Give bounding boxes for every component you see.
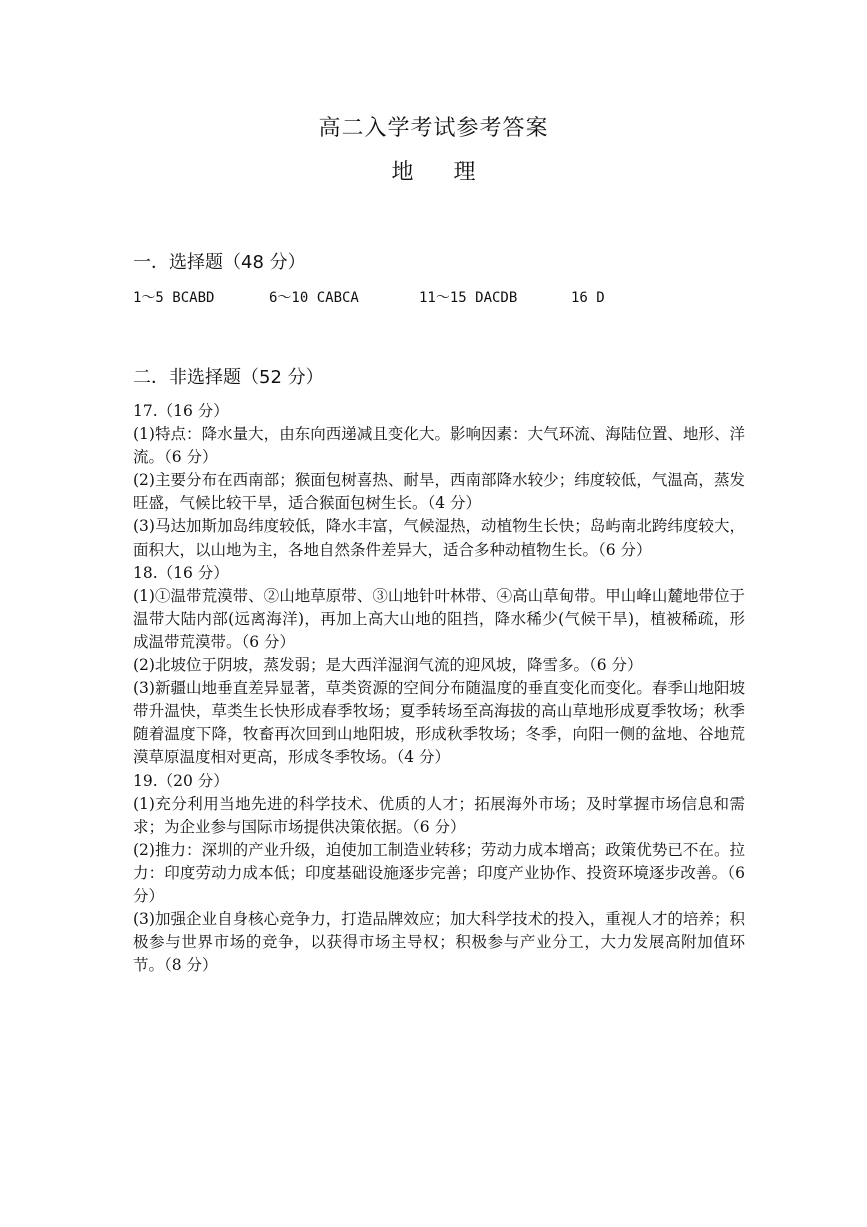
- answer-group: 16 D: [571, 290, 605, 306]
- section-heading-multiple-choice: 一．选择题（48 分）: [133, 252, 306, 273]
- subject-char-right: 理: [453, 160, 476, 185]
- question-18-heading: 18.（16 分）: [133, 563, 229, 582]
- answer-group: 11～15 DACDB: [419, 290, 518, 306]
- multiple-choice-answers: [133, 287, 605, 309]
- question-18-part-2: (2)北坡位于阴坡，蒸发弱；是大西洋湿润气流的迎风坡，降雪多。（6 分）: [133, 656, 643, 675]
- subject-title: [0, 158, 867, 188]
- question-17-part-2: (2)主要分布在西南部；猴面包树喜热、耐旱，西南部降水较少；纬度较低，气温高，蒸发旺盛，气候比较干旱，适合猴面包树生长。（4 分）: [133, 471, 745, 513]
- question-17-part-3: (3)马达加斯加岛纬度较低，降水丰富，气候湿热，动植物生长快；岛屿南北跨纬度较大，面积大，以山地为主，各地自然条件差异大，适合多种动植物生长。（6 分）: [133, 517, 745, 559]
- page-title: 高二入学考试参考答案: [318, 116, 549, 141]
- question-19-part-2: (2)推力：深圳的产业升级，迫使加工制造业转移；劳动力成本增高；政策优势已不在。拉力：印度劳动力成本低；印度基础设施逐步完善；印度产业协作、投资环境逐步改善。（6 分）: [133, 840, 745, 905]
- question-17-heading: 17.（16 分）: [133, 402, 229, 420]
- free-response-answers: [133, 400, 745, 977]
- answer-group: 1～5 BCABD: [133, 290, 215, 306]
- question-18-part-3: (3)新疆山地垂直差异显著，草类资源的空间分布随温度的垂直变化而变化。春季山地阳坡带升温快，草类生长快形成春季牧场；夏季转场至高海拔的高山草地形成夏季牧场；秋季随着温度下降，牧畜再次回到山地阳坡，形成秋季牧场；冬季，向阳一侧的盆地、谷地荒漠草原温度相对更高，形成冬季牧场。（4 分）: [133, 679, 745, 767]
- section-heading-free-response: 二．非选择题（52 分）: [133, 367, 324, 388]
- question-18-part-1: (1)①温带荒漠带、②山地草原带、③山地针叶林带、④高山草甸带。甲山峰山麓地带位于温带大陆内部(远离海洋)，再加上高大山地的阻挡，降水稀少(气候干旱)，植被稀疏，形成温带荒漠带。（6 分）: [133, 586, 745, 651]
- question-17-part-1: (1)特点：降水量大，由东向西递减且变化大。影响因素：大气环流、海陆位置、地形、洋流。（6 分）: [133, 425, 745, 467]
- question-19-heading: 19.（20 分）: [133, 771, 229, 790]
- question-19-part-3: (3)加强企业自身核心竞争力，打造品牌效应；加大科学技术的投入，重视人才的培养；积极参与世界市场的竞争，以获得市场主导权；积极参与产业分工，大力发展高附加值环节。（8 分）: [133, 910, 745, 975]
- subject-char-left: 地: [391, 160, 414, 185]
- question-19-part-1: (1)充分利用当地先进的科学技术、优质的人才；拓展海外市场；及时掌握市场信息和需求；为企业参与国际市场提供决策依据。（6 分）: [133, 794, 745, 836]
- answer-group: 6～10 CABCA: [269, 290, 359, 306]
